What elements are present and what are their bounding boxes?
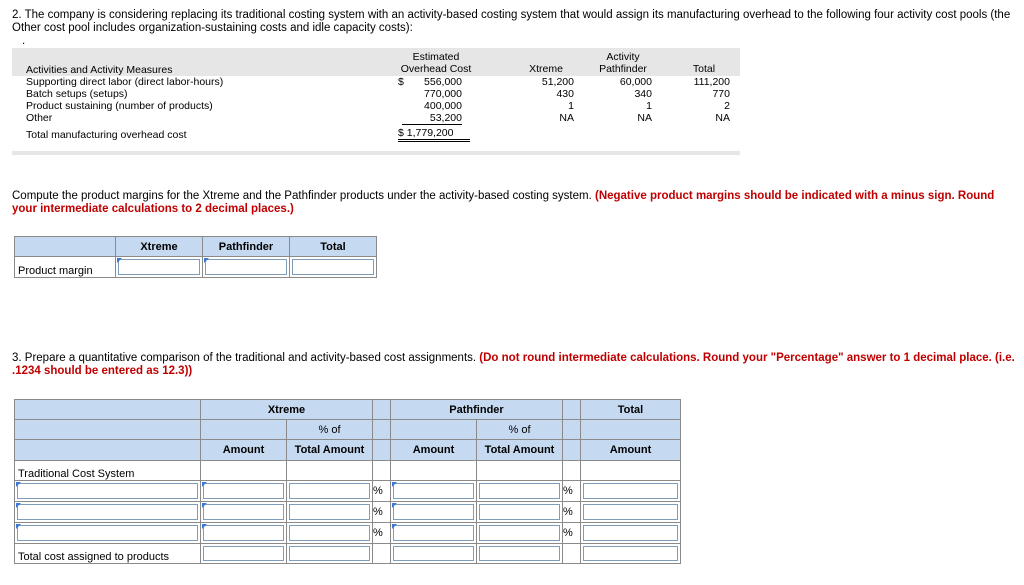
xtreme-amount-input[interactable] bbox=[201, 481, 287, 502]
total-margin-input[interactable] bbox=[290, 257, 377, 278]
dollar-sign: $ bbox=[398, 76, 404, 88]
empty-cell bbox=[201, 461, 287, 481]
comparison-subheader-blank bbox=[391, 420, 477, 440]
row-pathfinder: 60,000 bbox=[619, 76, 652, 88]
header-total: Total bbox=[692, 63, 716, 75]
comparison-header-spacer bbox=[373, 400, 391, 420]
margin-header-blank bbox=[15, 237, 116, 257]
row-xtreme: NA bbox=[559, 112, 574, 124]
empty-cell bbox=[563, 461, 581, 481]
margin-header-pathfinder: Pathfinder bbox=[203, 237, 290, 257]
header-xtreme: Xtreme bbox=[529, 63, 563, 75]
comparison-subheader-blank bbox=[563, 440, 581, 461]
xtreme-total-amount-header: Total Amount bbox=[287, 440, 373, 461]
empty-cell bbox=[581, 461, 681, 481]
xtreme-percent-input[interactable] bbox=[287, 523, 373, 544]
row-total: NA bbox=[715, 112, 730, 124]
q3-instruction-note: (Do not round intermediate calculations. Round your "Percentage" answer to 1 decimal place. (i.e. .1234 should be entered as 12.3)) bbox=[12, 352, 1015, 377]
product-margin-table bbox=[14, 236, 377, 278]
margin-header-total: Total bbox=[290, 237, 377, 257]
comparison-subheader-blank bbox=[563, 420, 581, 440]
row-total: 111,200 bbox=[693, 76, 730, 88]
pathfinder-total-percent-input[interactable] bbox=[477, 544, 563, 564]
row-total: 2 bbox=[724, 100, 730, 112]
row-xtreme: 430 bbox=[556, 88, 574, 100]
pathfinder-amount-input[interactable] bbox=[391, 481, 477, 502]
pathfinder-total-amount-header: Total Amount bbox=[477, 440, 563, 461]
empty-cell bbox=[373, 461, 391, 481]
pathfinder-amount-input[interactable] bbox=[391, 523, 477, 544]
pathfinder-margin-input[interactable] bbox=[203, 257, 290, 278]
xtreme-pct-of-header: % of bbox=[287, 420, 373, 440]
row-pathfinder: NA bbox=[637, 112, 652, 124]
traditional-cost-system-label: Traditional Cost System bbox=[15, 461, 201, 481]
percent-sign: % bbox=[373, 523, 391, 544]
comparison-subheader-blank bbox=[373, 420, 391, 440]
percent-sign: % bbox=[373, 502, 391, 523]
comparison-header-xtreme: Xtreme bbox=[201, 400, 373, 420]
total-row-label: Total manufacturing overhead cost bbox=[26, 129, 187, 141]
header-estimated: Estimated bbox=[412, 51, 460, 63]
overhead-bottom-band bbox=[12, 151, 740, 155]
comparison-header-total: Total bbox=[581, 400, 681, 420]
xtreme-total-percent-input[interactable] bbox=[287, 544, 373, 564]
margin-instruction-text: Compute the product margins for the Xtreme and the Pathfinder products under the activity-based costing system. bbox=[12, 190, 592, 202]
xtreme-amount-input[interactable] bbox=[201, 502, 287, 523]
comparison-header-blank bbox=[15, 400, 201, 420]
total-amount-input[interactable] bbox=[581, 481, 681, 502]
cost-item-input[interactable] bbox=[15, 502, 201, 523]
xtreme-amount-input[interactable] bbox=[201, 523, 287, 544]
xtreme-percent-input[interactable] bbox=[287, 502, 373, 523]
question-3-instruction bbox=[12, 352, 1017, 378]
pathfinder-percent-input[interactable] bbox=[477, 481, 563, 502]
row-cost: 53,200 bbox=[402, 113, 462, 125]
empty-cell bbox=[563, 544, 581, 564]
pathfinder-total-cost-input[interactable] bbox=[391, 544, 477, 564]
overhead-table bbox=[12, 48, 740, 158]
total-row-cost: $ 1,779,200 bbox=[398, 128, 470, 142]
comparison-subheader-blank bbox=[581, 420, 681, 440]
row-label: Product sustaining (number of products) bbox=[26, 100, 213, 112]
comparison-subheader-blank bbox=[15, 420, 201, 440]
percent-sign: % bbox=[563, 523, 581, 544]
margin-instruction bbox=[12, 190, 1012, 216]
cost-item-input[interactable] bbox=[15, 523, 201, 544]
comparison-subheader-blank bbox=[15, 440, 201, 461]
row-pathfinder: 340 bbox=[634, 88, 652, 100]
total-amount-header: Amount bbox=[581, 440, 681, 461]
empty-cell bbox=[391, 461, 477, 481]
total-amount-input[interactable] bbox=[581, 502, 681, 523]
xtreme-total-cost-input[interactable] bbox=[201, 544, 287, 564]
percent-sign: % bbox=[373, 481, 391, 502]
header-pathfinder: Pathfinder bbox=[599, 63, 647, 75]
xtreme-amount-header: Amount bbox=[201, 440, 287, 461]
row-xtreme: 1 bbox=[568, 100, 574, 112]
cost-item-input[interactable] bbox=[15, 481, 201, 502]
row-xtreme: 51,200 bbox=[541, 76, 574, 88]
row-total: 770 bbox=[712, 88, 730, 100]
stray-dot: . bbox=[22, 35, 26, 47]
row-pathfinder: 1 bbox=[646, 100, 652, 112]
margin-header-xtreme: Xtreme bbox=[116, 237, 203, 257]
comparison-table bbox=[14, 399, 681, 564]
row-cost: 770,000 bbox=[424, 88, 462, 100]
comparison-subheader-blank bbox=[201, 420, 287, 440]
header-overhead-cost: Overhead Cost bbox=[400, 63, 472, 75]
header-activities: Activities and Activity Measures bbox=[26, 64, 173, 76]
empty-cell bbox=[287, 461, 373, 481]
xtreme-margin-input[interactable] bbox=[116, 257, 203, 278]
grand-total-cost-input[interactable] bbox=[581, 544, 681, 564]
row-label: Other bbox=[26, 112, 53, 124]
row-cost: 556,000 bbox=[424, 76, 462, 88]
total-cost-assigned-label: Total cost assigned to products bbox=[15, 544, 201, 564]
comparison-header-spacer bbox=[563, 400, 581, 420]
empty-cell bbox=[373, 544, 391, 564]
margin-instruction-note: (Negative product margins should be indicated with a minus sign. Round your intermediate calculations to 2 decimal places.) bbox=[12, 190, 995, 215]
comparison-subheader-blank bbox=[373, 440, 391, 461]
pathfinder-amount-input[interactable] bbox=[391, 502, 477, 523]
question-2-intro: 2. The company is considering replacing its traditional costing system with an activity-based costing system that would assign its manufacturing overhead to the following four activity cost pools (the Other cost pool includes organization-sustaining costs and idle capacity costs): bbox=[12, 9, 1011, 34]
pathfinder-pct-of-header: % of bbox=[477, 420, 563, 440]
xtreme-percent-input[interactable] bbox=[287, 481, 373, 502]
pathfinder-percent-input[interactable] bbox=[477, 523, 563, 544]
row-cost: 400,000 bbox=[424, 100, 462, 112]
row-label: Batch setups (setups) bbox=[26, 88, 128, 100]
percent-sign: % bbox=[563, 502, 581, 523]
empty-cell bbox=[477, 461, 563, 481]
product-margin-label: Product margin bbox=[15, 257, 116, 278]
total-amount-input[interactable] bbox=[581, 523, 681, 544]
percent-sign: % bbox=[563, 481, 581, 502]
pathfinder-percent-input[interactable] bbox=[477, 502, 563, 523]
q3-instruction-text: 3. Prepare a quantitative comparison of the traditional and activity-based cost assignments. bbox=[12, 352, 477, 364]
pathfinder-amount-header: Amount bbox=[391, 440, 477, 461]
header-activity: Activity bbox=[606, 51, 640, 63]
comparison-header-pathfinder: Pathfinder bbox=[391, 400, 563, 420]
row-label: Supporting direct labor (direct labor-hours) bbox=[26, 76, 224, 88]
